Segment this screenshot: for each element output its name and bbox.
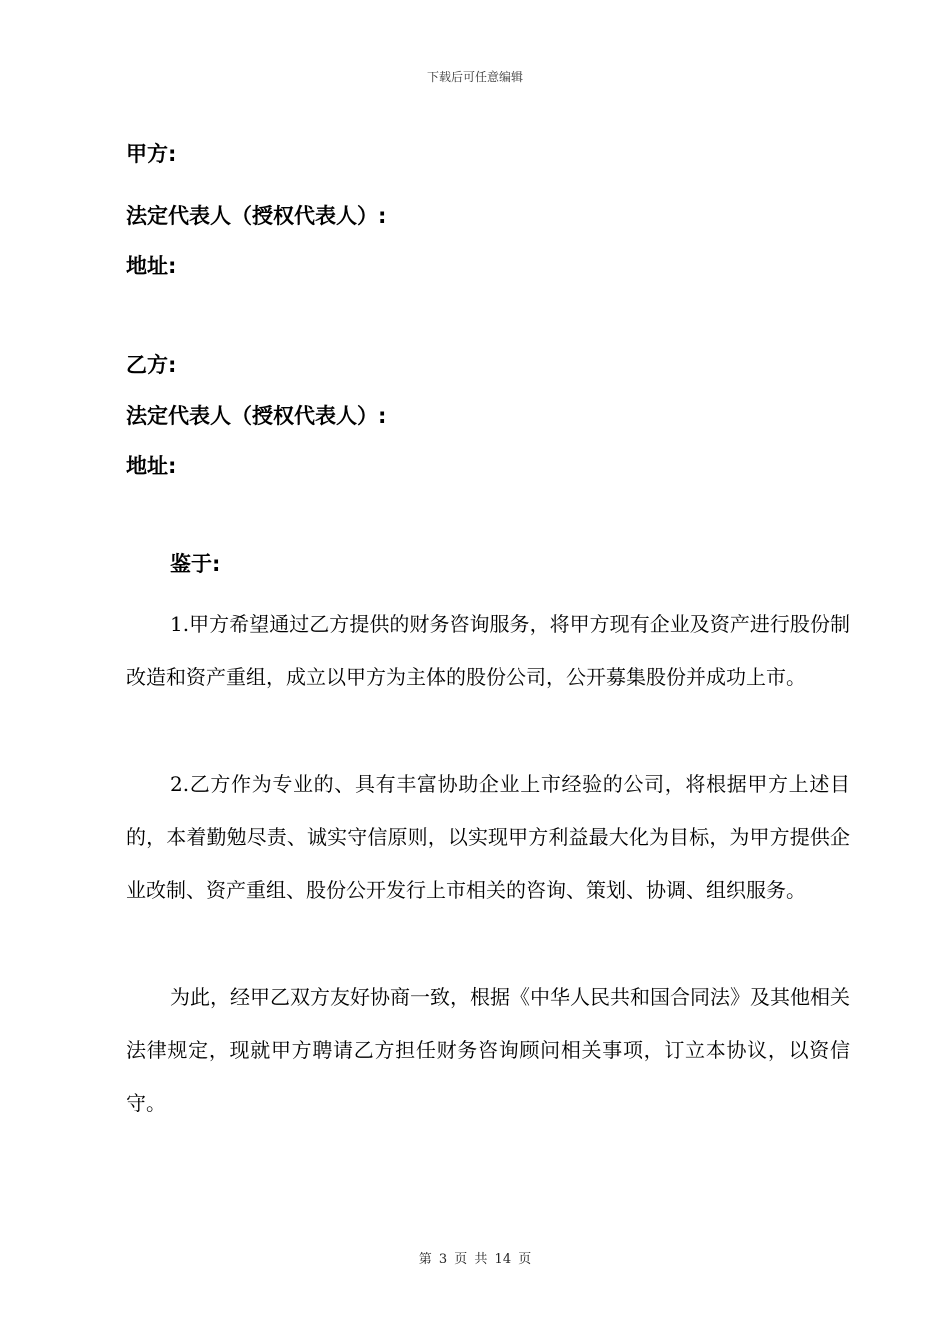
party-b-address-label: 地址: — [126, 454, 177, 478]
recital-paragraph-3: 为此，经甲乙双方友好协商一致，根据《中华人民共和国合同法》及其他相关法律规定，现就甲方聘请乙方担任财务咨询顾问相关事项，订立本协议，以资信守。 — [126, 985, 850, 1115]
party-a-address-label: 地址: — [126, 254, 177, 278]
party-a-representative-label: 法定代表人（授权代表人）: — [126, 204, 387, 228]
party-b-representative-label: 法定代表人（授权代表人）: — [126, 404, 387, 428]
party-b-label: 乙方: — [126, 353, 177, 377]
recitals-heading: 鉴于: — [170, 552, 221, 576]
page-number: 第 3 页 共 14 页 — [418, 1252, 532, 1267]
party-a-label: 甲方: — [126, 142, 177, 166]
recital-paragraph-2: 2.乙方作为专业的、具有丰富协助企业上市经验的公司，将根据甲方上述目的，本着勤勉尽责、诚实守信原则，以实现甲方利益最大化为目标，为甲方提供企业改制、资产重组、股份公开发行上市相关的咨询、策划、协调、组织服务。 — [126, 772, 850, 902]
recital-paragraph-1: 1.甲方希望通过乙方提供的财务咨询服务，将甲方现有企业及资产进行股份制改造和资产重组，成立以甲方为主体的股份公司，公开募集股份并成功上市。 — [126, 612, 850, 689]
header-note: 下载后可任意编辑 — [426, 70, 523, 84]
